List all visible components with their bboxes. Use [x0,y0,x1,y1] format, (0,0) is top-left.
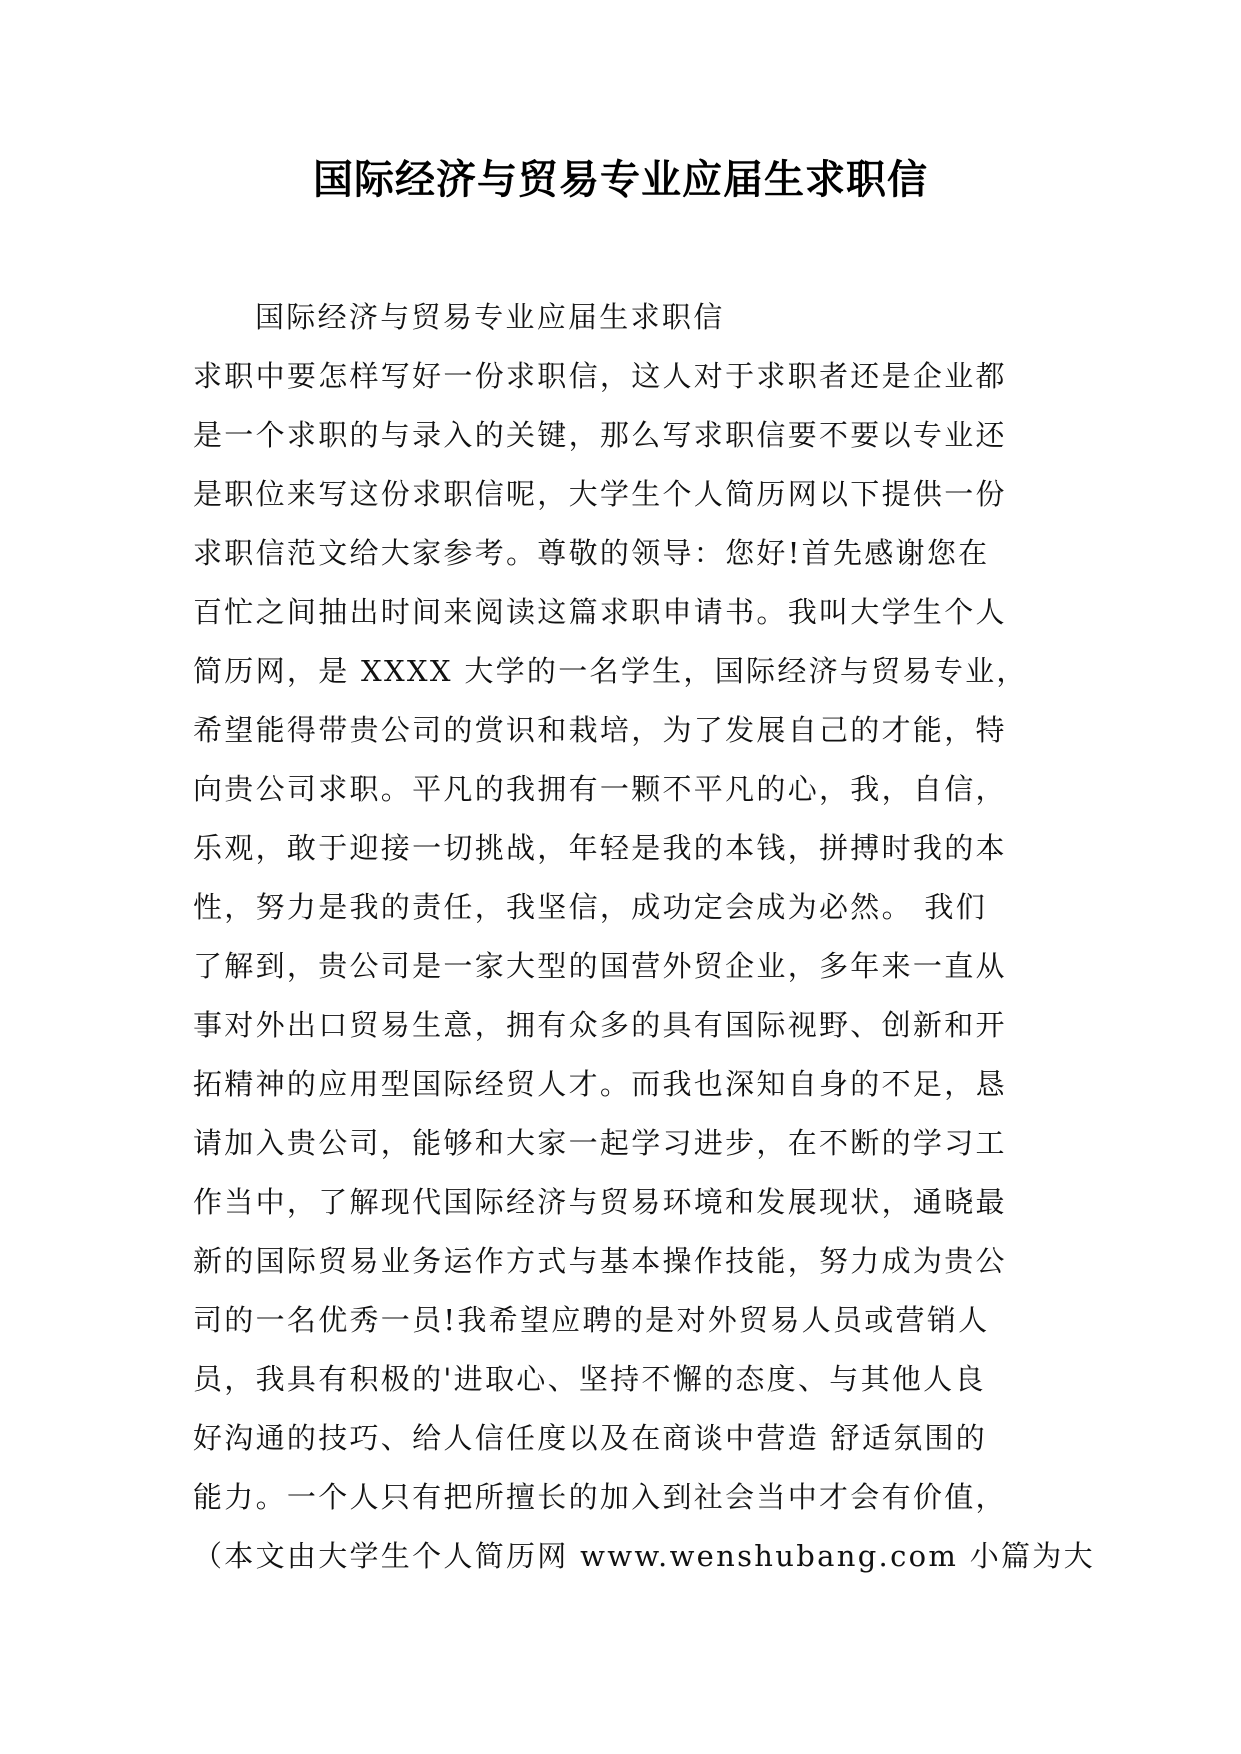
document-title: 国际经济与贸易专业应届生求职信 [313,157,928,203]
body-line: 是一个求职的与录入的关键，那么写求职信要不要以专业还 [193,418,1007,452]
body-line: 性，努力是我的责任，我坚信，成功定会成为必然。 我们 [193,890,988,924]
body-line: 能力。一个人只有把所擅长的加入到社会当中才会有价值， [193,1480,1007,1514]
body-line: 好沟通的技巧、给人信任度以及在商谈中营造 舒适氛围的 [193,1421,988,1455]
body-line: 向贵公司求职。平凡的我拥有一颗不平凡的心，我，自信， [193,772,1007,806]
body-line: 拓精神的应用型国际经贸人才。而我也深知自身的不足，恳 [193,1067,1007,1101]
body-line: 员，我具有积极的'进取心、坚持不懈的态度、与其他人良 [193,1362,986,1396]
body-line: 乐观，敢于迎接一切挑战，年轻是我的本钱，拼搏时我的本 [193,831,1007,865]
body-line: 百忙之间抽出时间来阅读这篇求职申请书。我叫大学生个人 [193,595,1007,629]
body-line: 新的国际贸易业务运作方式与基本操作技能，努力成为贵公 [193,1244,1007,1278]
body-line: 希望能得带贵公司的赏识和栽培，为了发展自己的才能，特 [193,713,1007,747]
document-body [193,288,1095,1586]
body-line: 司的一名优秀一员!我希望应聘的是对外贸易人员或营销人 [193,1303,990,1337]
body-line: 请加入贵公司，能够和大家一起学习进步，在不断的学习工 [193,1126,1007,1160]
body-line: 国际经济与贸易专业应届生求职信 [255,300,725,334]
body-line: 了解到，贵公司是一家大型的国营外贸企业，多年来一直从 [193,949,1007,983]
body-line: 求职信范文给大家参考。尊敬的领导：您好!首先感谢您在 [193,536,990,570]
body-line: 简历网，是 XXXX 大学的一名学生，国际经济与贸易专业， [193,654,1028,688]
body-line: 求职中要怎样写好一份求职信，这人对于求职者还是企业都 [193,359,1007,393]
body-line: （本文由大学生个人简历网 www.wenshubang.com 小篇为大 [193,1539,1095,1573]
body-line: 事对外出口贸易生意，拥有众多的具有国际视野、创新和开 [193,1008,1007,1042]
body-line: 是职位来写这份求职信呢，大学生个人简历网以下提供一份 [193,477,1007,511]
body-line: 作当中，了解现代国际经济与贸易环境和发展现状，通晓最 [193,1185,1007,1219]
